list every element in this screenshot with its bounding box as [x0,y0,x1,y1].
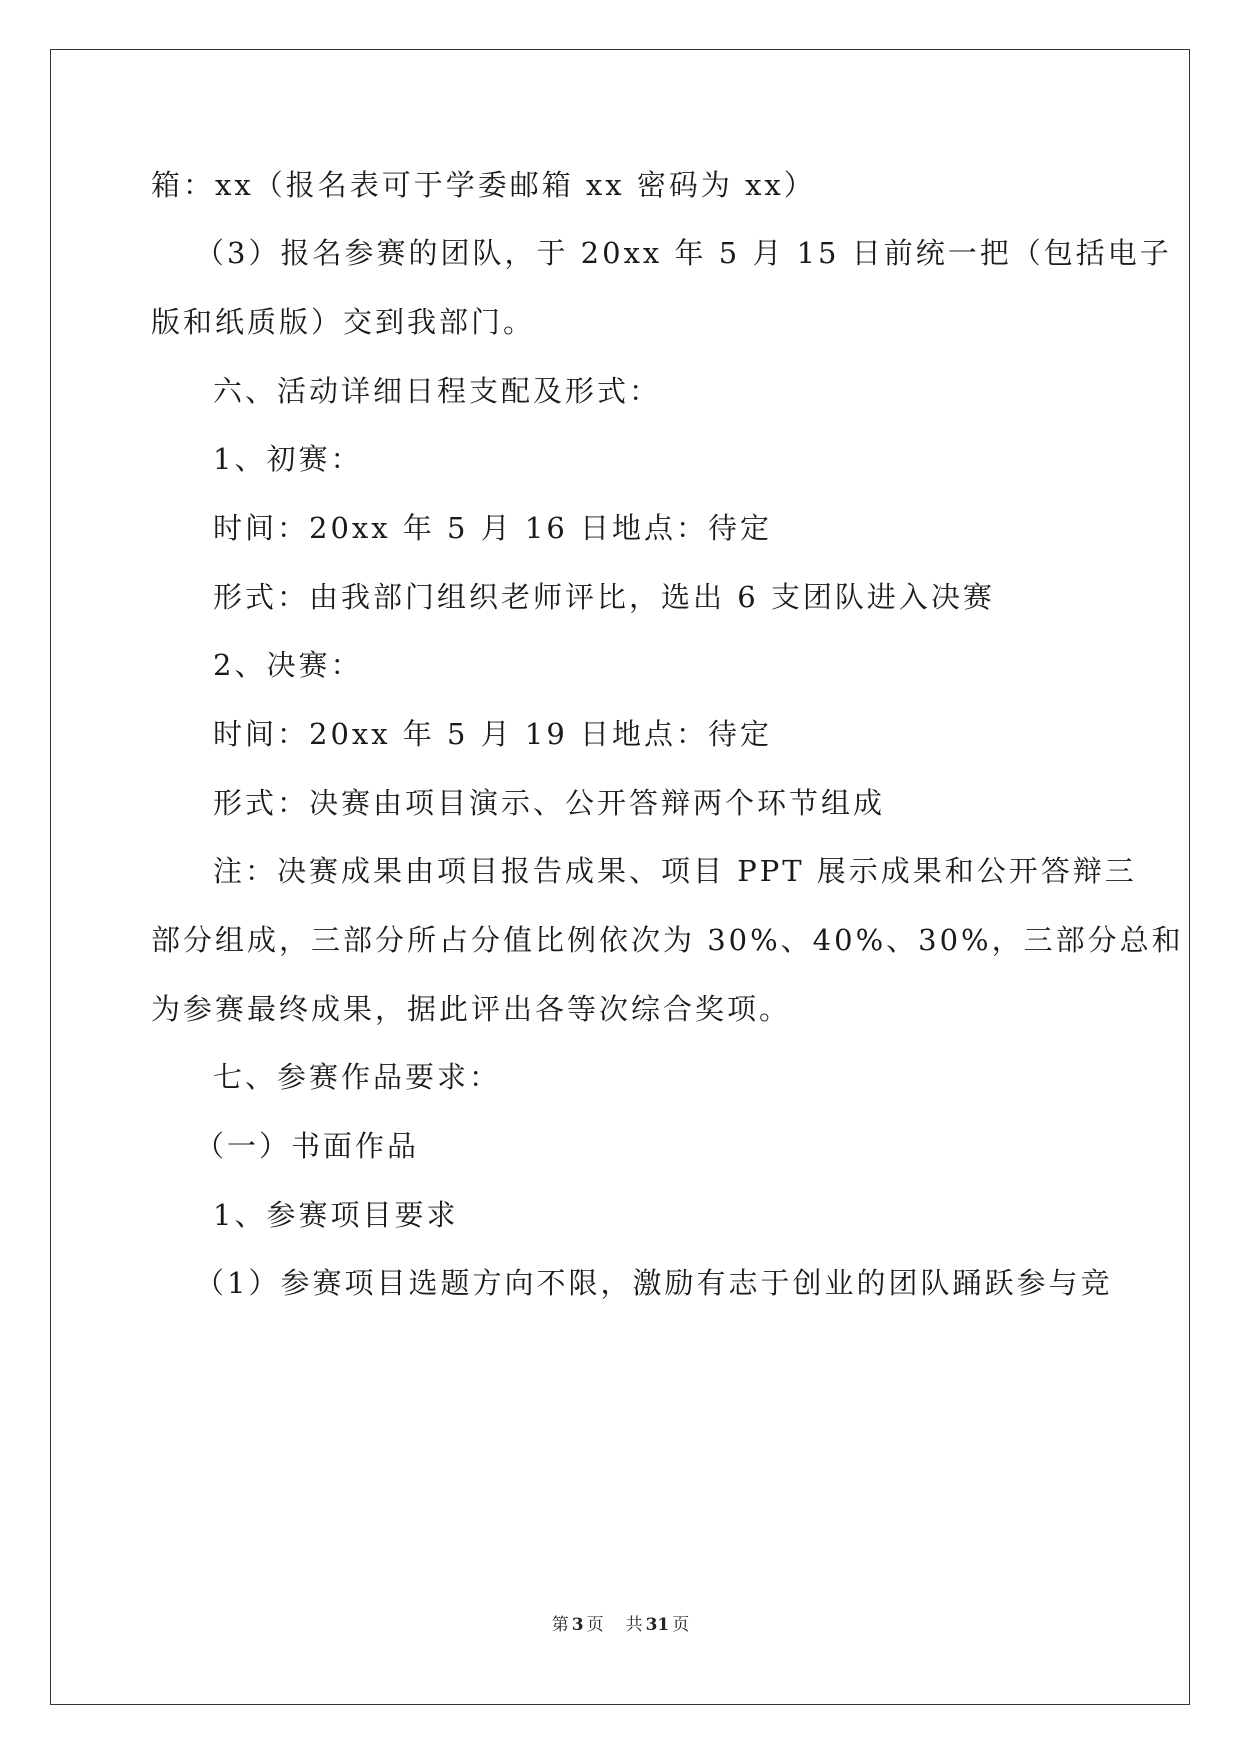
text-line: 为参赛最终成果，据此评出各等次综合奖项。 [151,992,792,1026]
section-heading: 七、参赛作品要求： [213,1060,502,1094]
text-line: 箱：xx（报名表可于学委邮箱 xx 密码为 xx） [151,168,816,202]
section-heading: 六、活动详细日程支配及形式： [213,374,662,408]
text-line: （1）参赛项目选题方向不限，激励有志于创业的团队踊跃参与竞 [195,1266,1113,1300]
page-suffix: 页 [586,1615,604,1635]
page-footer [0,1613,1241,1637]
total-prefix: 共 [625,1615,643,1635]
text-line: 时间：20xx 年 5 月 19 日地点：待定 [213,717,773,751]
text-line: 版和纸质版）交到我部门。 [151,305,536,339]
text-line: 形式：决赛由项目演示、公开答辩两个环节组成 [213,786,886,820]
total-suffix: 页 [672,1615,690,1635]
text-line: 注：决赛成果由项目报告成果、项目 PPT 展示成果和公开答辩三 [213,854,1137,888]
total-page-number: 31 [645,1615,670,1635]
subsection-heading: （一）书面作品 [195,1129,420,1163]
current-page-number: 3 [571,1615,584,1635]
page-prefix: 第 [551,1615,569,1635]
subsection-heading: 2、决赛： [213,648,363,682]
text-line: 形式：由我部门组织老师评比，选出 6 支团队进入决赛 [213,580,995,614]
text-line: （3）报名参赛的团队，于 20xx 年 5 月 15 日前统一把（包括电子 [195,236,1172,270]
text-line: 部分组成，三部分所占分值比例依次为 30%、40%、30%，三部分总和 [151,923,1184,957]
text-line: 时间：20xx 年 5 月 16 日地点：待定 [213,511,773,545]
subsection-heading: 1、初赛： [213,442,363,476]
subsection-heading: 1、参赛项目要求 [213,1198,459,1232]
